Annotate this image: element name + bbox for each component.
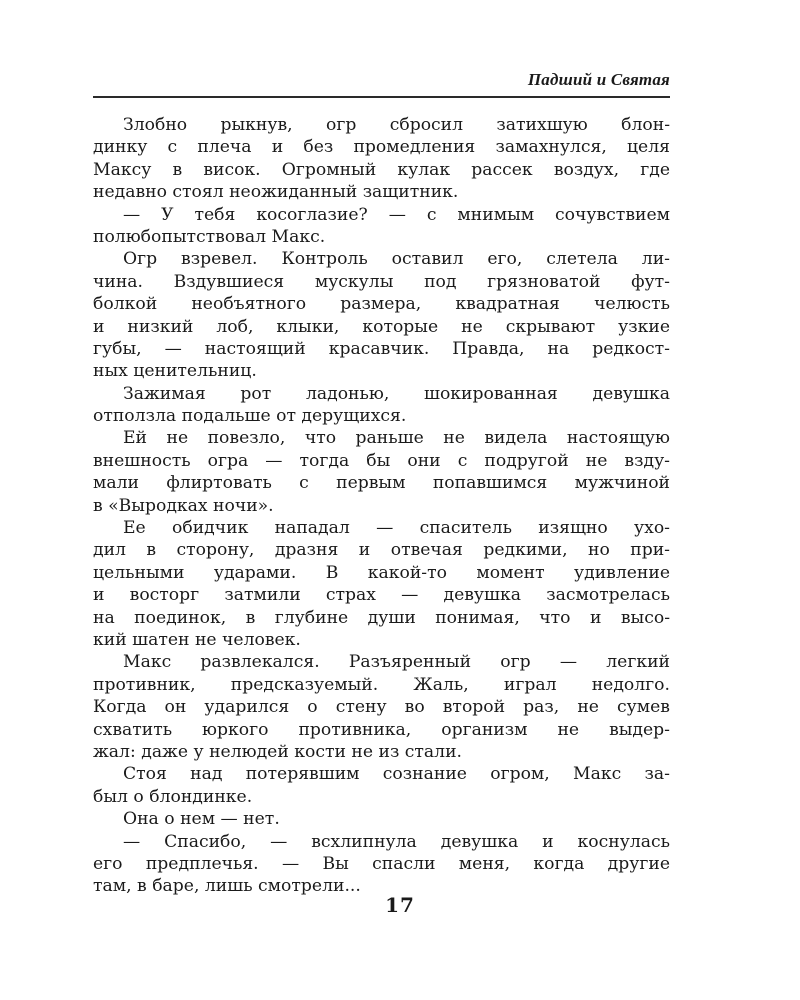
text-line: полюбопытствовал Макс.	[93, 226, 326, 247]
text-line: болкой необъятного размера, квадратная челюсть	[93, 294, 670, 315]
running-title: Падший и Святая	[527, 70, 670, 89]
text-line: — У тебя косоглазие? — с мнимым сочувствием	[123, 204, 670, 225]
body-text	[93, 114, 670, 898]
text-line: ных ценительниц.	[93, 361, 257, 382]
text-line: дил в сторону, дразня и отвечая редкими, но при-	[93, 540, 670, 561]
text-line: кий шатен не человек.	[93, 629, 301, 650]
text-line: Стоя над потерявшим сознание огром, Макс за-	[123, 764, 670, 785]
text-line: Она о нем — нет.	[123, 809, 280, 830]
text-line: там, в баре, лишь смотрели...	[93, 876, 361, 897]
text-line: Когда он ударился о стену во второй раз, не сумев	[93, 697, 670, 718]
text-line: Ей не повезло, что раньше не видела настоящую	[123, 428, 670, 449]
text-line: и восторг затмили страх — девушка засмотрелась	[93, 585, 670, 606]
text-line: мали флиртовать с первым попавшимся мужчиной	[93, 473, 670, 494]
text-line: губы, — настоящий красавчик. Правда, на редкост-	[93, 338, 670, 359]
text-line: отползла подальше от дерущихся.	[93, 406, 407, 427]
running-header	[93, 66, 670, 98]
text-line: был о блондинке.	[93, 786, 253, 807]
text-line: его предплечья. — Вы спасли меня, когда другие	[93, 853, 670, 874]
text-line: в «Выродках ночи».	[93, 495, 274, 516]
text-line: динку с плеча и без промедления замахнулся, целя	[93, 137, 670, 158]
page-number: 17	[385, 893, 415, 917]
text-line: противник, предсказуемый. Жаль, играл недолго.	[93, 674, 670, 695]
text-line: — Спасибо, — всхлипнула девушка и коснулась	[123, 831, 670, 852]
text-line: Огр взревел. Контроль оставил его, слетела ли-	[123, 249, 670, 270]
text-line: на поединок, в глубине души понимая, что и высо-	[93, 607, 670, 628]
text-line: жал: даже у нелюдей кости не из стали.	[93, 741, 463, 762]
text-line: схватить юркого противника, организм не выдер-	[93, 719, 670, 740]
text-line: внешность огра — тогда бы они с подругой не взду-	[93, 450, 670, 471]
text-line: и низкий лоб, клыки, которые не скрывают узкие	[93, 316, 670, 337]
text-line: Ее обидчик нападал — спаситель изящно ухо-	[123, 518, 670, 539]
text-line: Злобно рыкнув, огр сбросил затихшую блон-	[123, 115, 670, 135]
text-line: Максу в висок. Огромный кулак рассек воздух, где	[93, 159, 670, 180]
text-line: недавно стоял неожиданный защитник.	[93, 182, 459, 203]
text-line: Зажимая рот ладонью, шокированная девушка	[123, 383, 670, 404]
text-line: Макс развлекался. Разъяренный огр — легкий	[123, 652, 670, 673]
text-line: чина. Вздувшиеся мускулы под грязноватой фут-	[93, 271, 670, 292]
text-line: цельными ударами. В какой-то момент удивление	[93, 562, 670, 583]
